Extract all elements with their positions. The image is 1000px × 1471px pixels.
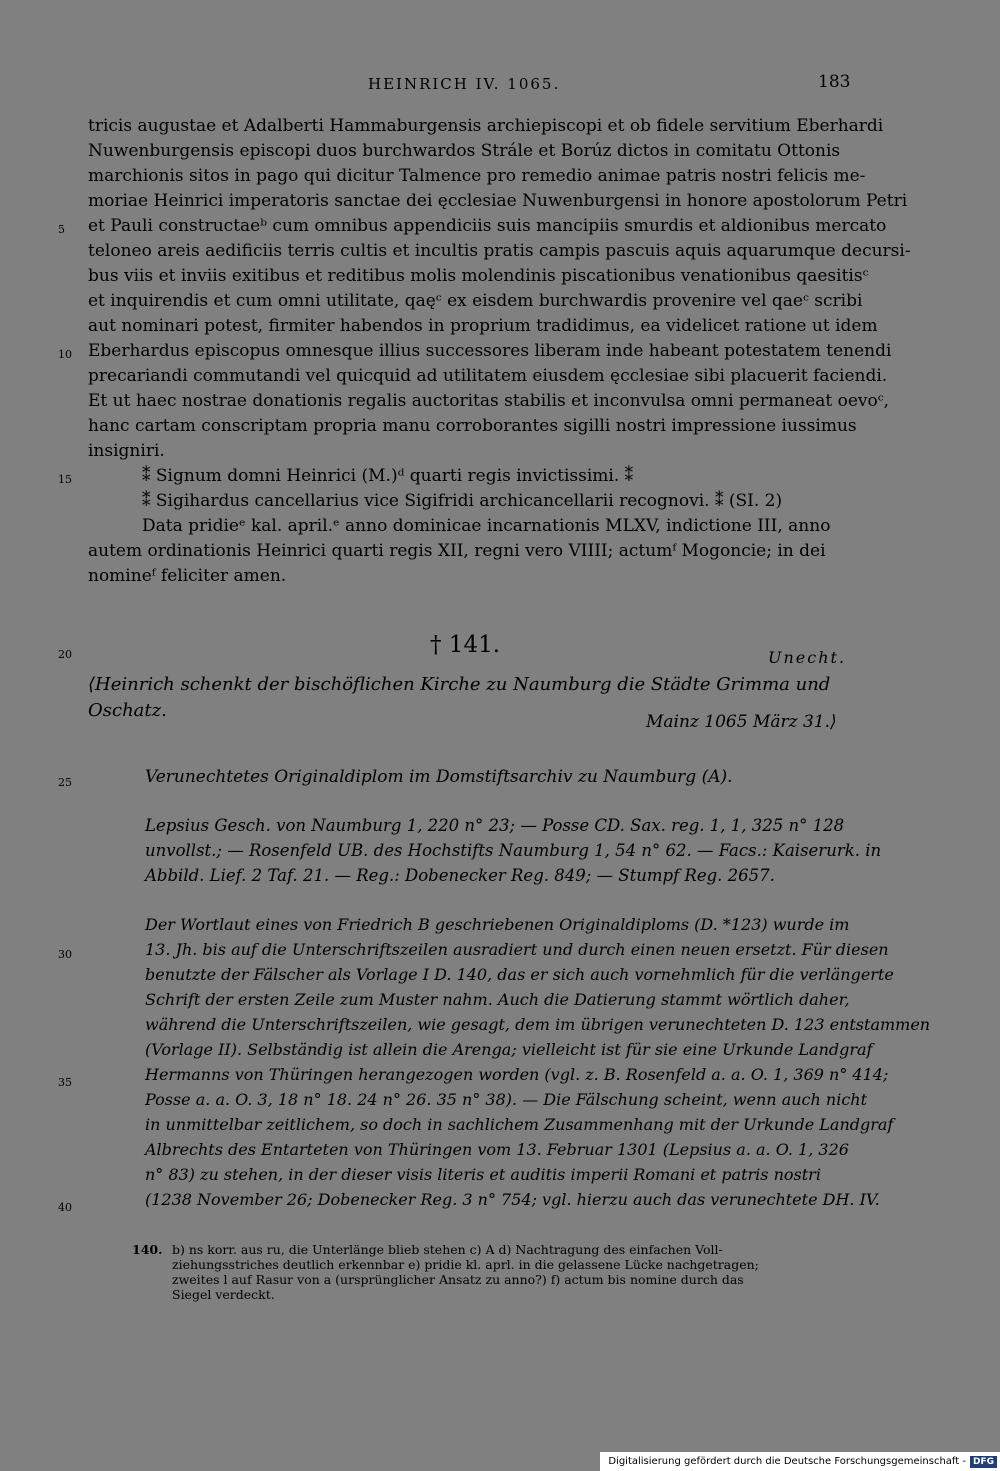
text-line: hanc cartam conscriptam propria manu corroborantes sigilli nostri impressione iussimus (88, 416, 857, 436)
footnote-line: zweites l auf Rasur von a (ursprünglicher Ansatz zu anno?) f) actum bis nomine durch das (172, 1272, 744, 1287)
commentary-line: n° 83) zu stehen, in der dieser visis literis et auditis imperii Romani et patris nostri (145, 1165, 821, 1184)
line-number: 15 (58, 473, 72, 486)
commentary-line: in unmittelbar zeitlichem, so doch in sachlichem Zusammenhang mit der Urkunde Landgraf (145, 1115, 894, 1134)
dfg-logo: DFG (970, 1456, 997, 1468)
text-line: teloneo areis aedificiis terris cultis et incultis pratis campis pascuis aquis aquarumque decursi- (88, 241, 911, 261)
line-number: 5 (58, 223, 65, 236)
commentary-line: benutzte der Fälscher als Vorlage I D. 140, das er sich auch vornehmlich für die verlängerte (145, 965, 894, 984)
literature-line: unvollst.; — Rosenfeld UB. des Hochstifts Naumburg 1, 54 n° 62. — Facs.: Kaiserurk. in (145, 841, 882, 860)
literature-line: Abbild. Lief. 2 Taf. 21. — Reg.: Dobenecker Reg. 849; — Stumpf Reg. 2657. (145, 866, 775, 885)
commentary-line: (Vorlage II). Selbständig ist allein die Arenga; vielleicht ist für sie eine Urkunde Landgraf (145, 1040, 873, 1059)
digitization-credit (600, 1452, 1000, 1471)
line-number: 25 (58, 776, 72, 789)
signum-line: ⁑ Signum domni Heinrici (M.)ᵈ quarti regis invictissimi. ⁑ (142, 466, 634, 486)
literature-line: Lepsius Gesch. von Naumburg 1, 220 n° 23; — Posse CD. Sax. reg. 1, 1, 325 n° 128 (145, 816, 845, 835)
document-status: Unecht. (768, 648, 847, 667)
text-line: bus viis et inviis exitibus et reditibus molis molendinis piscationibus venationibus qaesitisᶜ (88, 266, 869, 286)
document-number: † 141. (430, 632, 501, 658)
commentary-line: Der Wortlaut eines von Friedrich B geschriebenen Originaldiploms (D. *123) wurde im (145, 915, 850, 934)
text-line: insigniri. (88, 441, 165, 461)
text-line: marchionis sitos in pago qui dicitur Talmence pro remedio animae patris nostri felicis me- (88, 166, 866, 186)
running-title: HEINRICH IV. 1065. (368, 75, 561, 93)
recognition-line: ⁑ Sigihardus cancellarius vice Sigifridi archicancellarii recognovi. ⁑ (SI. 2) (142, 491, 783, 511)
line-number: 20 (58, 648, 72, 661)
text-line: et Pauli constructaeᵇ cum omnibus appendiciis suis mancipiis smurdis et aldionibus mercato (88, 216, 887, 236)
commentary-line: Albrechts des Entarteten von Thüringen vom 13. Februar 1301 (Lepsius a. a. O. 1, 326 (145, 1140, 849, 1159)
commentary-line: 13. Jh. bis auf die Unterschriftszeilen ausradiert und durch einen neuen ersetzt. Für diesen (145, 940, 889, 959)
page-number: 183 (818, 72, 851, 92)
dating-line: nomineᶠ feliciter amen. (88, 566, 287, 586)
footnote-ref: 140. (132, 1242, 163, 1257)
text-line: aut nominari potest, firmiter habendos in proprium tradidimus, ea videlicet ratione ut idem (88, 316, 878, 336)
dating-line: autem ordinationis Heinrici quarti regis XII, regni vero VIIII; actumᶠ Mogoncie; in dei (88, 541, 826, 561)
place-date: Mainz 1065 März 31.⟩ (646, 712, 837, 732)
commentary-line: Posse a. a. O. 3, 18 n° 18. 24 n° 26. 35 n° 38). — Die Fälschung scheint, wenn auch nicht (145, 1090, 868, 1109)
text-line: et inquirendis et cum omni utilitate, qaęᶜ ex eisdem burchwardis provenire vel qaeᶜ scribi (88, 291, 863, 311)
commentary-line: Schrift der ersten Zeile zum Muster nahm. Auch die Datierung stammt wörtlich daher, (145, 990, 850, 1009)
line-number: 35 (58, 1076, 72, 1089)
text-line: Nuwenburgensis episcopi duos burchwardos Strále et Borúz dictos in comitatu Ottonis (88, 141, 841, 161)
footnote-line: b) ns korr. aus ru, die Unterlänge blieb stehen c) A d) Nachtragung des einfachen Voll- (172, 1242, 723, 1257)
line-number: 10 (58, 348, 72, 361)
line-number: 40 (58, 1201, 72, 1214)
text-line: Et ut haec nostrae donationis regalis auctoritas stabilis et inconvulsa omni permaneat oevoᶜ, (88, 391, 890, 411)
commentary-line: Hermanns von Thüringen herangezogen worden (vgl. z. B. Rosenfeld a. a. O. 1, 369 n° 414; (145, 1065, 889, 1084)
text-line: Eberhardus episcopus omnesque illius successores liberam inde habeant potestatem tenendi (88, 341, 892, 361)
text-line: precariandi commutandi vel quicquid ad utilitatem eiusdem ęcclesiae sibi placuerit faciendi. (88, 366, 888, 386)
text-line: moriae Heinrici imperatoris sanctae dei ęcclesiae Nuwenburgensi in honore apostolorum Petri (88, 191, 908, 211)
dating-line: Data pridieᵉ kal. april.ᵉ anno dominicae incarnationis MLXV, indictione III, anno (142, 516, 831, 536)
credit-text: Digitalisierung gefördert durch die Deutsche Forschungsgemeinschaft - (608, 1456, 966, 1467)
footnote-line: ziehungsstriches deutlich erkennbar e) pridie kl. aprl. in die gelassene Lücke nachgetragen; (172, 1257, 759, 1272)
tradition-note: Verunechtetes Originaldiplom im Domstiftsarchiv zu Naumburg (A). (145, 767, 733, 787)
commentary-line: während die Unterschriftszeilen, wie gesagt, dem im übrigen verunechteten D. 123 entstammen (145, 1015, 931, 1034)
footnote-line: Siegel verdeckt. (172, 1287, 275, 1302)
text-line: tricis augustae et Adalberti Hammaburgensis archiepiscopi et ob fidele servitium Eberhardi (88, 116, 884, 136)
commentary-line: (1238 November 26; Dobenecker Reg. 3 n° 754; vgl. hierzu auch das verunechtete DH. IV. (145, 1190, 880, 1209)
regest-line: ⟨Heinrich schenkt der bischöflichen Kirche zu Naumburg die Städte Grimma und (88, 674, 831, 695)
line-number: 30 (58, 948, 72, 961)
regest-line: Oschatz. (88, 700, 167, 721)
